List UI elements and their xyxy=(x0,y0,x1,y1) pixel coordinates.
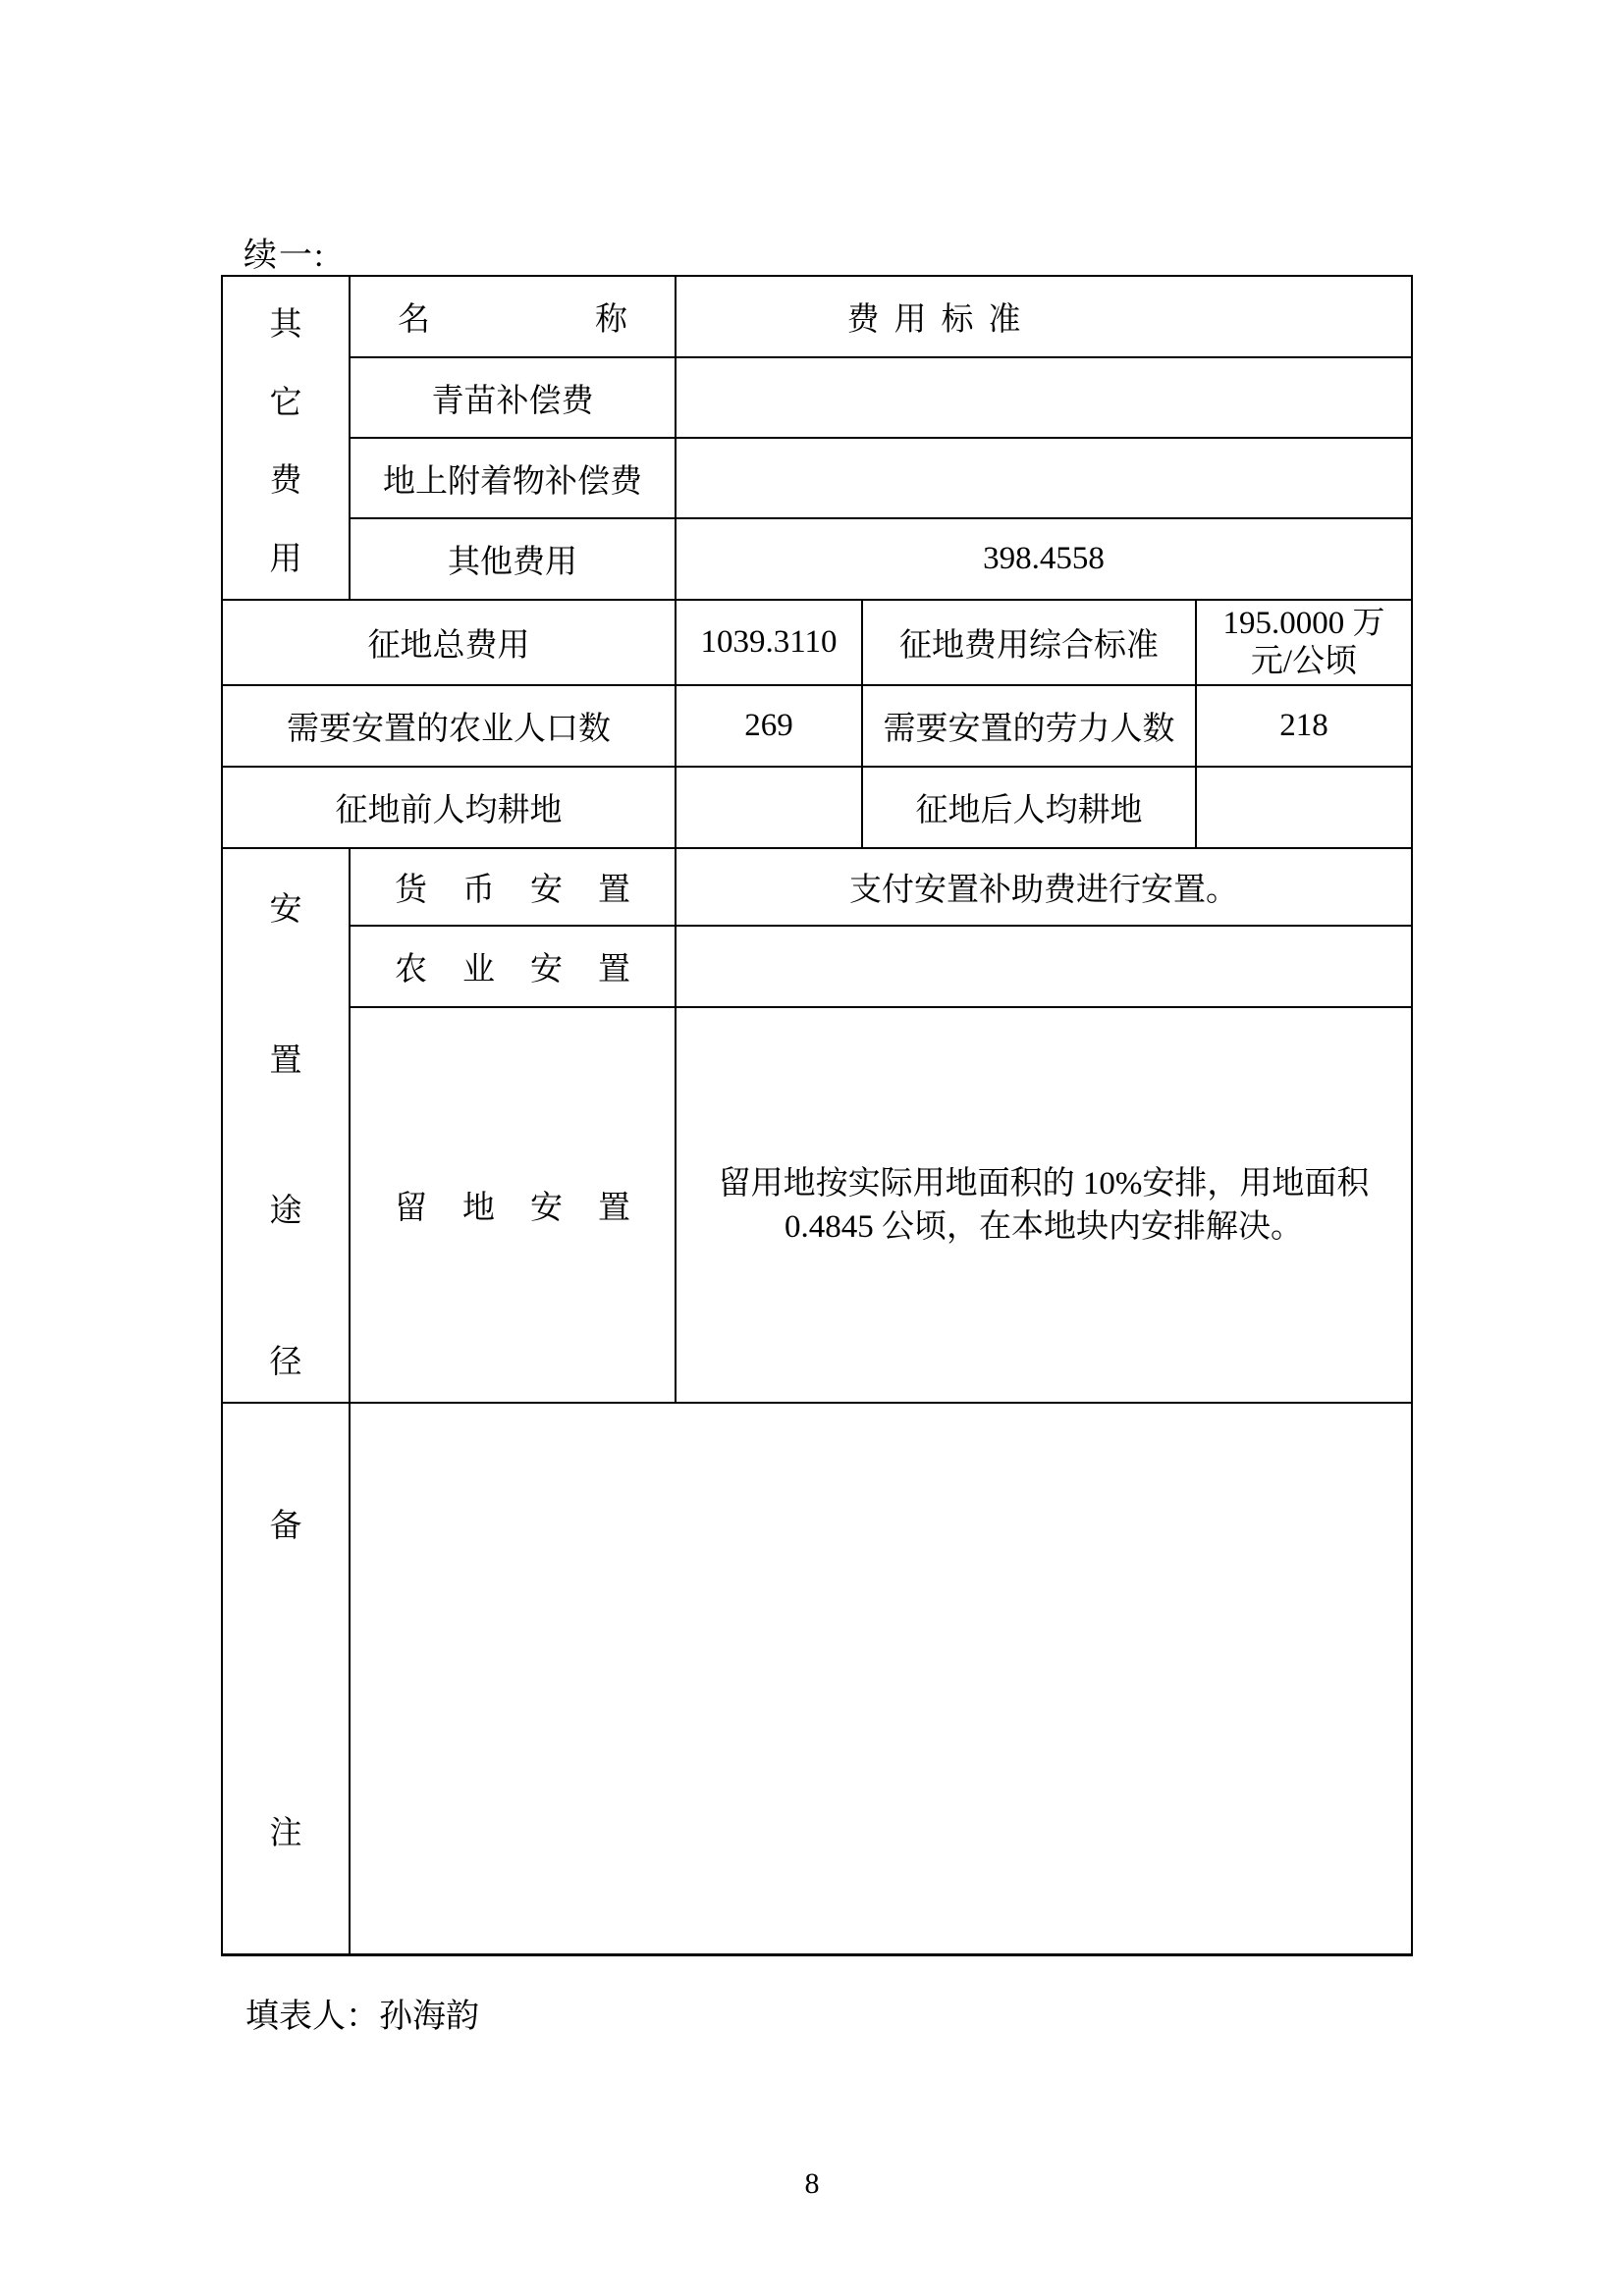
fee-standard-char: 标 xyxy=(941,302,974,338)
reserved-char: 留 xyxy=(395,1191,427,1226)
table-row xyxy=(222,600,1412,685)
reserved-land-label-cell xyxy=(350,1007,676,1403)
fee-standard-char: 准 xyxy=(988,302,1021,338)
agricultural-resettlement-content-cell xyxy=(676,926,1412,1007)
agricultural-char: 业 xyxy=(462,952,495,988)
resettlement-char: 途 xyxy=(269,1194,302,1230)
labor-count-value-cell: 218 xyxy=(1196,685,1412,767)
remark-label-cell xyxy=(222,1403,350,1954)
resettlement-char: 置 xyxy=(269,1042,302,1079)
remark-vertical-label xyxy=(266,1406,305,1951)
table-row xyxy=(222,767,1412,848)
after-requisition-value-cell xyxy=(1196,767,1412,848)
before-requisition-label-cell: 征地前人均耕地 xyxy=(222,767,676,848)
table-row xyxy=(222,357,1412,438)
resettlement-vertical-label xyxy=(266,850,305,1401)
monetary-char: 货 xyxy=(395,873,427,908)
name-header-label xyxy=(351,294,675,340)
fee-standard-header-label xyxy=(676,294,1301,340)
continuation-label: 续一: xyxy=(244,238,326,274)
before-requisition-value-cell xyxy=(676,767,862,848)
other-fees-char: 用 xyxy=(269,541,302,577)
resettlement-char: 径 xyxy=(269,1344,302,1380)
form-filler-name: 填表人：孙海韵 xyxy=(245,1999,479,2035)
other-fees-char: 它 xyxy=(269,385,302,421)
page-number: 8 xyxy=(804,2167,820,2200)
total-cost-label-cell: 征地总费用 xyxy=(222,600,676,685)
table-row xyxy=(222,1403,1412,1954)
comprehensive-standard-label-cell: 征地费用综合标准 xyxy=(862,600,1196,685)
monetary-char: 币 xyxy=(462,873,495,908)
agricultural-char: 农 xyxy=(395,952,427,988)
monetary-char: 安 xyxy=(530,873,563,908)
remark-char: 注 xyxy=(269,1815,302,1851)
agri-population-label-cell: 需要安置的农业人口数 xyxy=(222,685,676,767)
comprehensive-value-line1: 195.0000 万 xyxy=(1222,605,1385,641)
total-cost-value-cell: 1039.3110 xyxy=(676,600,862,685)
name-header-char: 称 xyxy=(595,302,627,338)
comprehensive-standard-value-cell xyxy=(1196,600,1412,685)
table-row xyxy=(222,685,1412,767)
attachments-fee-value-cell xyxy=(676,438,1412,518)
remark-content-cell xyxy=(350,1403,1412,1954)
fee-standard-char: 用 xyxy=(893,302,927,338)
resettlement-char: 安 xyxy=(269,892,302,928)
comprehensive-value-line2: 元/公顷 xyxy=(1250,643,1358,679)
agricultural-char: 置 xyxy=(598,952,630,988)
monetary-resettlement-label xyxy=(351,864,675,910)
table-row xyxy=(222,848,1412,926)
monetary-char: 置 xyxy=(598,873,630,908)
labor-count-label-cell: 需要安置的劳力人数 xyxy=(862,685,1196,767)
name-header-cell xyxy=(350,276,676,357)
reserved-land-label xyxy=(351,1182,675,1228)
monetary-resettlement-label-cell xyxy=(350,848,676,926)
other-fee-value-cell: 398.4558 xyxy=(676,518,1412,600)
resettlement-group-cell xyxy=(222,848,350,1403)
agricultural-char: 安 xyxy=(530,952,563,988)
other-fees-char: 费 xyxy=(269,463,302,500)
land-requisition-table xyxy=(221,275,1413,1956)
other-fees-group-cell xyxy=(222,276,350,600)
fee-standard-header-cell xyxy=(676,276,1412,357)
table-row xyxy=(222,276,1412,357)
table-row xyxy=(222,518,1412,600)
after-requisition-label-cell: 征地后人均耕地 xyxy=(862,767,1196,848)
reserved-land-content-line1: 留用地按实际用地面积的 10%安排，用地面积 xyxy=(718,1165,1370,1201)
seedling-fee-value-cell xyxy=(676,357,1412,438)
monetary-resettlement-content-cell: 支付安置补助费进行安置。 xyxy=(676,848,1412,926)
reserved-char: 地 xyxy=(462,1191,495,1226)
agri-population-value-cell: 269 xyxy=(676,685,862,767)
agricultural-resettlement-label-cell xyxy=(350,926,676,1007)
seedling-fee-label-cell: 青苗补偿费 xyxy=(350,357,676,438)
reserved-char: 置 xyxy=(598,1191,630,1226)
attachments-fee-label-cell: 地上附着物补偿费 xyxy=(350,438,676,518)
other-fee-label-cell: 其他费用 xyxy=(350,518,676,600)
name-header-char: 名 xyxy=(398,302,430,338)
fee-standard-char: 费 xyxy=(846,302,880,338)
other-fees-vertical-label xyxy=(266,279,305,597)
table-row xyxy=(222,926,1412,1007)
reserved-land-content-line2: 0.4845 公顷，在本地块内安排解决。 xyxy=(785,1208,1304,1245)
remark-char: 备 xyxy=(269,1508,302,1544)
table-row xyxy=(222,1007,1412,1403)
other-fees-char: 其 xyxy=(269,307,302,343)
table-row xyxy=(222,438,1412,518)
reserved-land-content-cell xyxy=(676,1007,1412,1403)
agricultural-resettlement-label xyxy=(351,943,675,989)
reserved-char: 安 xyxy=(530,1191,563,1226)
